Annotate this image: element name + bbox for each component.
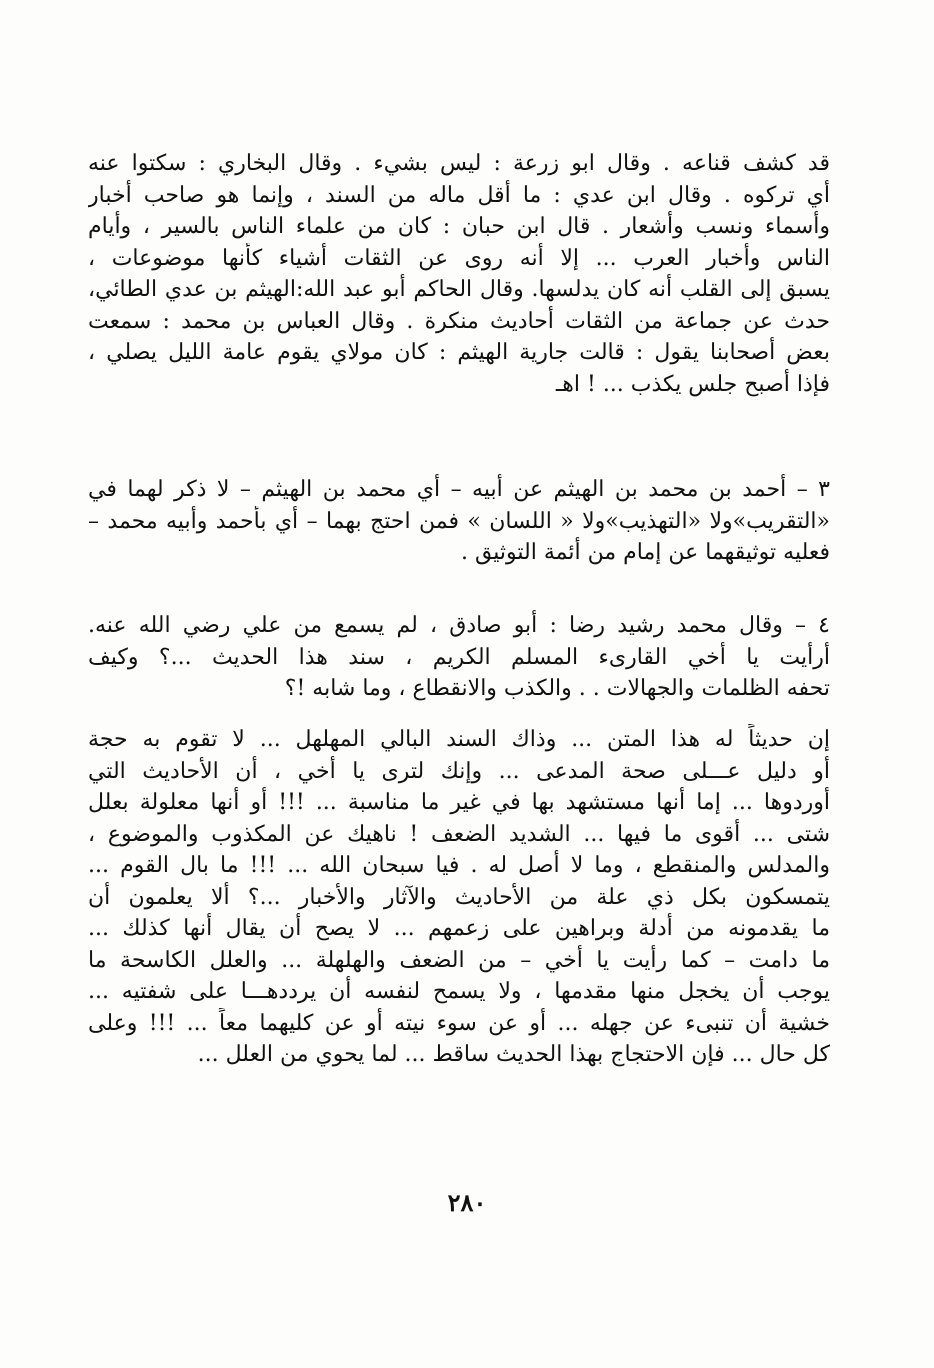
text-line: يوجب أن يخجل منها مقدمها ، ولا يسمح لنفسه أن يرددهـــا على شفتيه ... bbox=[88, 979, 830, 1004]
text-line: والمدلس والمنقطع ، وما لا أصل له . فيا سبحان الله ... !!! ما بال القوم ... bbox=[88, 853, 830, 878]
text-line: أو دليل عـــلى صحة المدعى ... وإنك لترى يا أخي ، أن الأحاديث التي bbox=[88, 758, 830, 784]
text-line: ٤ – وقال محمد رشيد رضا : أبو صادق ، لم يسمع من علي رضي الله عنه. bbox=[88, 613, 830, 638]
page-number: ٢٨٠ bbox=[447, 1188, 487, 1217]
text-line: فعليه توثيقهما عن إمام من أئمة التوثيق . bbox=[460, 540, 830, 565]
text-line: وأسماء ونسب وأشعار . قال ابن حبان : كان من علماء الناس بالسير ، وأيام bbox=[88, 214, 830, 239]
text-line: ما يقدمونه من أدلة وبراهين على زعمهم ... لا يصح أن يقال أنها كذلك ... bbox=[88, 916, 830, 941]
text-line: بعض أصحابنا يقول : قالت جارية الهيثم : كان مولاي يقوم عامة الليل يصلي ، bbox=[88, 340, 830, 365]
text-line: أوردوها ... إما أنها مستشهد بها في غير ما مناسبة ... !!! أو أنها معلولة بعلل bbox=[88, 790, 830, 815]
paragraph-conclusion bbox=[88, 724, 830, 1071]
paragraph-point-3 bbox=[88, 474, 830, 569]
text-line: إن حديثاً له هذا المتن ... وذاك السند البالي المهلهل ... لا تقوم به حجة bbox=[88, 727, 830, 752]
text-line: الناس وأخبار العرب ... إلا أنه روى عن الثقات أشياء كأنها موضوعات ، bbox=[88, 245, 830, 271]
text-line: ٣ – أحمد بن محمد بن الهيثم عن أبيه – أي محمد بن الهيثم – لا ذكر لهما في bbox=[88, 477, 830, 502]
text-line: أرأيت يا أخي القارىء المسلم الكريم ، سند هذا الحديث ...؟ وكيف bbox=[88, 644, 830, 670]
text-line: «التقريب»ولا «التهذيب»ولا « اللسان » فمن احتج بهما – أي بأحمد وأبيه محمد – bbox=[88, 508, 830, 534]
text-line: خشية أن تنبىء عن جهله ... أو عن سوء نيته أو عن كليهما معاً ... !!! وعلى bbox=[88, 1010, 830, 1036]
text-line: تحفه الظلمات والجهالات . . والكذب والانقطاع ، وما شابه !؟ bbox=[284, 676, 830, 701]
text-line: أي تركوه . وقال ابن عدي : ما أقل ماله من السند ، وإنما هو صاحب أخبار bbox=[88, 182, 830, 208]
text-line: فإذا أصبح جلس يكذب ... ! اهـ bbox=[555, 371, 830, 397]
text-line: يتمسكون بكل ذي علة من الأحاديث والآثار والأخبار ...؟ ألا يعلمون أن bbox=[88, 884, 830, 910]
text-line: كل حال ... فإن الاحتجاج بهذا الحديث ساقط ... لما يحوي من العلل ... bbox=[197, 1042, 830, 1067]
paragraph-haytham-narrators bbox=[88, 148, 830, 400]
text-line: حدث عن جماعة من الثقات أحاديث منكرة . وقال العباس بن محمد : سمعت bbox=[88, 308, 830, 334]
text-line: شتى ... أقوى ما فيها ... الشديد الضعف ! ناهيك عن المكذوب والموضوع ، bbox=[88, 821, 830, 847]
paragraph-point-4 bbox=[88, 610, 830, 705]
text-line: قد كشف قناعه . وقال ابو زرعة : ليس بشيء . وقال البخاري : سكتوا عنه bbox=[88, 151, 830, 176]
text-line: يسبق إلى القلب أنه كان يدلسها. وقال الحاكم أبو عبد الله:الهيثم بن عدي الطائي، bbox=[88, 277, 830, 302]
text-line: ما دامت – كما رأيت يا أخي – من الضعف والهلهلة ... والعلل الكاسحة ما bbox=[88, 947, 830, 973]
